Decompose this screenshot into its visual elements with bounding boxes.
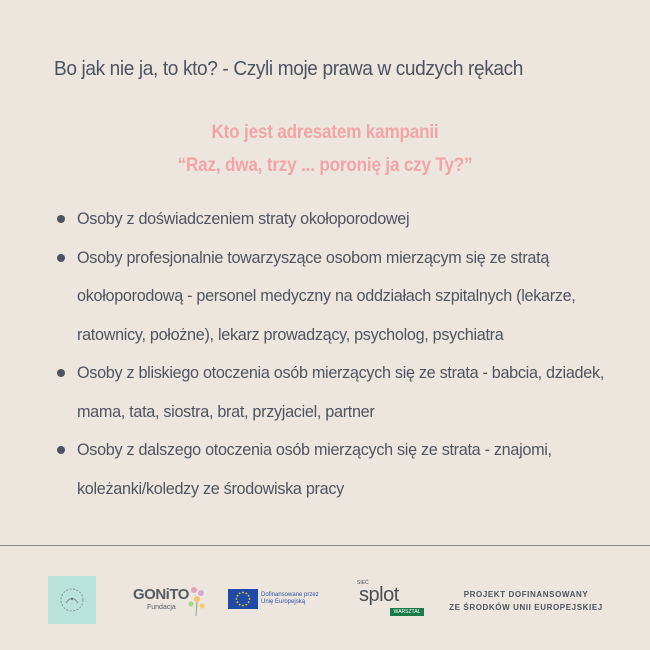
list-item-text: Osoby z doświadczeniem straty okołoporodowej	[77, 210, 410, 228]
list-item-text: Osoby profesjonalnie towarzyszące osobom mierzącym się ze stratą okołoporodową - personel medyczny na oddziałach szpitalnych (lekarze, ratownicy, położne), lekarz prowadzący, psycholog, psychiatra	[77, 248, 576, 344]
gonito-name: GONiTO	[133, 586, 189, 603]
gonito-subtitle: Fundacja	[147, 604, 176, 611]
subtitle-line-1: Kto jest adresatem kampanii	[211, 122, 439, 143]
project-line-2: ZE ŚRODKÓW UNII EUROPEJSKIEJ	[449, 603, 603, 612]
audience-list	[55, 200, 635, 508]
eu-funding-logo	[228, 588, 332, 610]
footer-divider	[0, 545, 650, 546]
list-item	[55, 431, 635, 508]
wreath-icon	[57, 585, 87, 615]
bullet-icon	[57, 254, 65, 262]
project-line-1: PROJEKT DOFINANSOWANY	[463, 590, 589, 599]
list-item	[55, 354, 635, 431]
bullet-icon	[57, 446, 65, 454]
splot-band-label: WARSZTAŁ	[390, 608, 424, 616]
footer	[0, 560, 650, 650]
bullet-icon	[57, 369, 65, 377]
list-item-text: Osoby z bliskiego otoczenia osób mierzących się ze strata - babcia, dziadek, mama, tata, siostra, brat, przyjaciel, partner	[77, 364, 604, 421]
bullet-icon	[57, 215, 65, 223]
splot-small-label: SIEĆ	[357, 580, 369, 586]
eu-flag-icon	[228, 589, 258, 609]
list-item	[55, 239, 635, 355]
list-item-text: Osoby z dalszego otoczenia osób mierzących się ze strata - znajomi, koleżanki/koledzy ze środowiska pracy	[77, 441, 552, 498]
eu-text-line-1: Dofinansowane przez	[261, 592, 319, 598]
subtitle-line-2: “Raz, dwa, trzy ... poronię ja czy Ty?”	[177, 155, 473, 176]
organization-logo	[48, 576, 96, 624]
campaign-subtitle	[0, 116, 650, 182]
project-funding-note	[446, 588, 606, 614]
page-title: Bo jak nie ja, to kto? - Czyli moje prawa w cudzych rękach	[54, 57, 524, 80]
list-item	[55, 200, 635, 239]
eu-funding-text	[261, 592, 319, 606]
eu-text-line-2: Unię Europejską	[261, 599, 306, 605]
splot-name: splot	[359, 584, 399, 606]
gonito-logo	[133, 582, 213, 622]
flower-icon	[185, 584, 211, 618]
splot-logo	[357, 580, 429, 624]
